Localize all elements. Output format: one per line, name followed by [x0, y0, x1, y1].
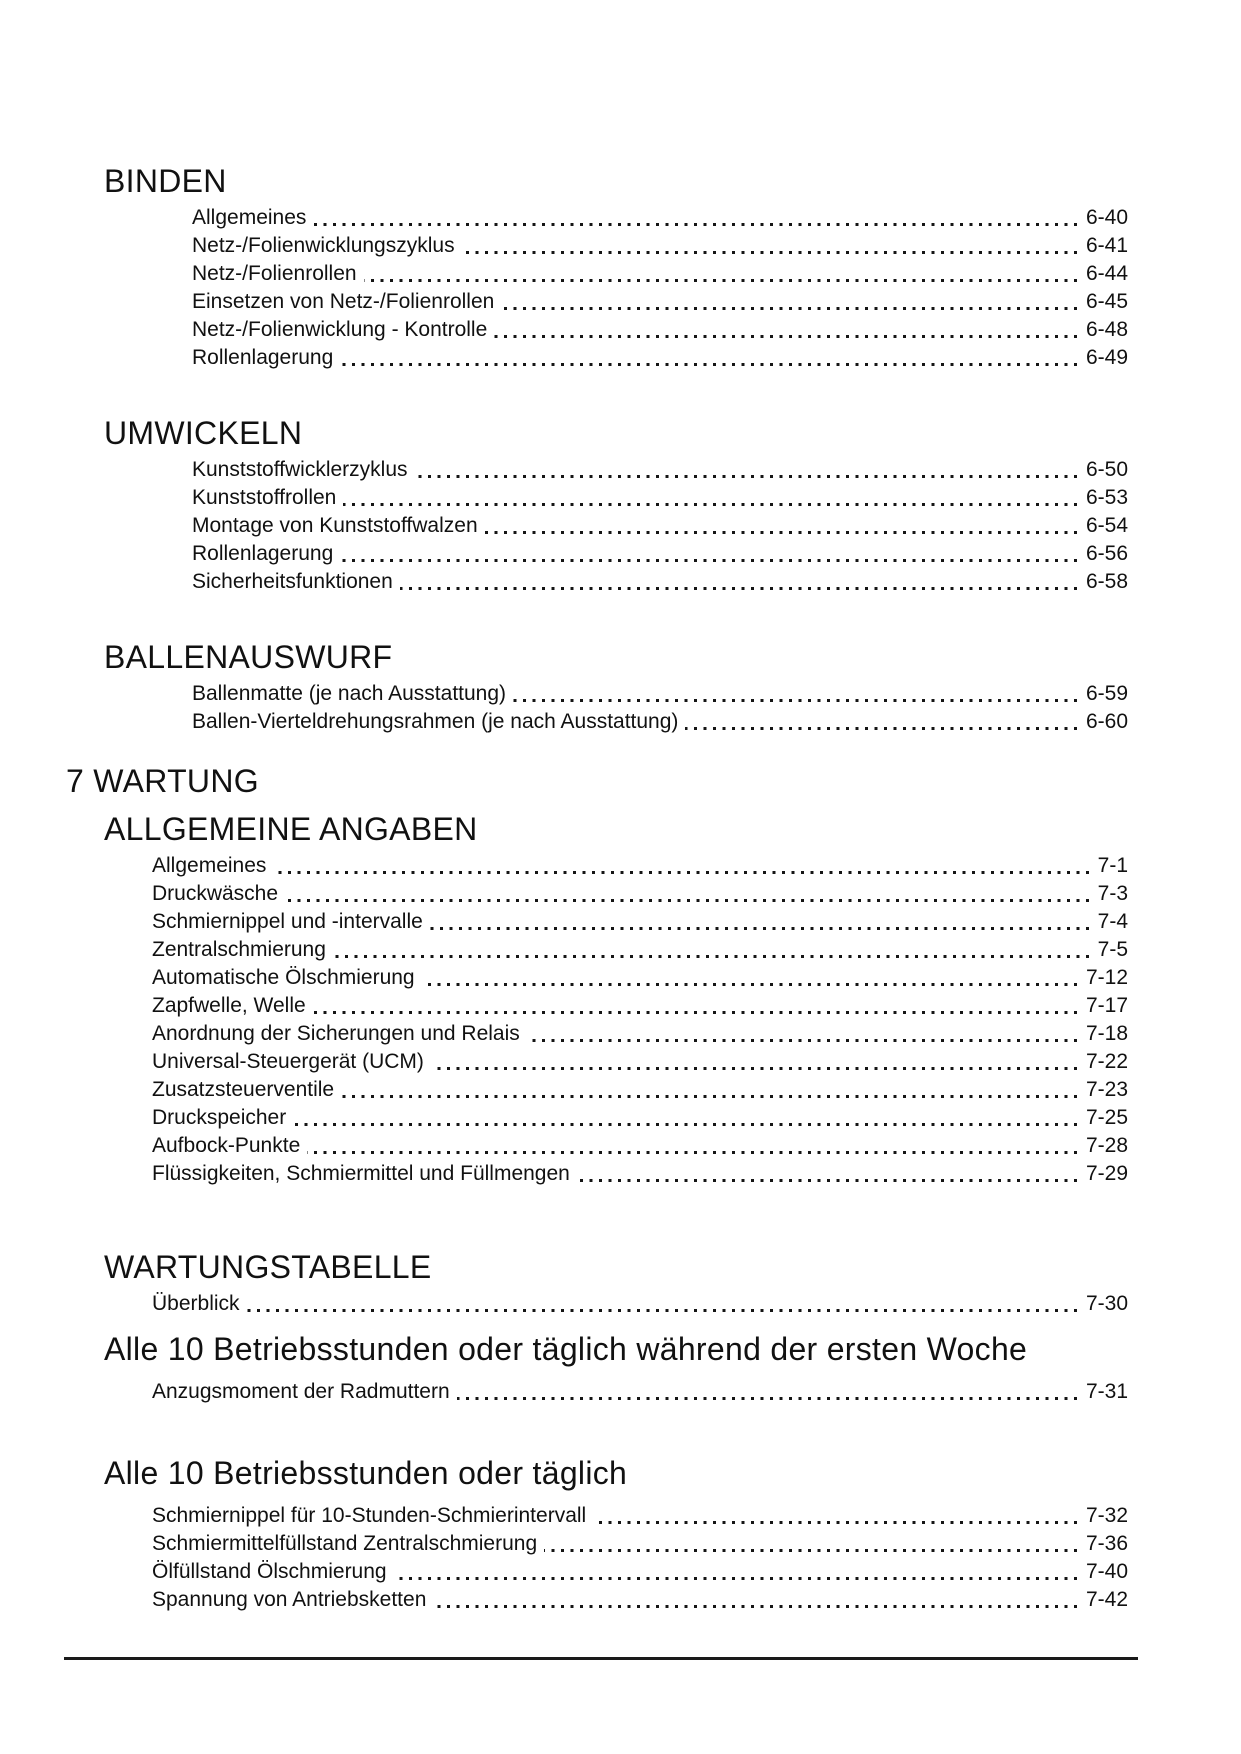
toc-entry-label: Flüssigkeiten, Schmiermittel und Füllmengen [152, 1162, 570, 1185]
leader-dots [285, 899, 1089, 902]
toc-entry-label: Netz-/Folienwicklung - Kontrolle [192, 318, 488, 341]
toc-entry-label: Netz-/Folienrollen [192, 262, 357, 285]
toc-entry-label: Rollenlagerung [192, 542, 334, 565]
leader-dots [247, 1309, 1077, 1312]
toc-entry [152, 852, 1128, 880]
leader-dots [307, 1151, 1077, 1154]
leader-dots [494, 335, 1077, 338]
toc-entry-label: Spannung von Antriebsketten [152, 1588, 427, 1611]
leader-dots [431, 1067, 1077, 1070]
toc-entry-page: 7-23 [1085, 1078, 1128, 1101]
subsection-heading: Alle 10 Betriebsstunden oder täglich [104, 1455, 628, 1491]
toc-entry [192, 204, 1128, 232]
toc-entry-page: 6-59 [1085, 682, 1128, 705]
toc-entry-page: 7-12 [1085, 966, 1128, 989]
toc-entry-label: Schmiermittelfüllstand Zentralschmierung [152, 1532, 538, 1555]
toc-entries [192, 456, 1128, 596]
leader-dots [593, 1521, 1077, 1524]
toc-entry [152, 964, 1128, 992]
toc-entry [152, 1530, 1128, 1558]
toc-entry-label: Allgemeines [192, 206, 307, 229]
leader-dots [364, 279, 1077, 282]
toc-entry [152, 1160, 1128, 1188]
leader-dots [340, 559, 1077, 562]
leader-dots [577, 1179, 1077, 1182]
toc-entry [192, 260, 1128, 288]
leader-dots [400, 587, 1077, 590]
toc-entry-label: Universal-Steuergerät (UCM) [152, 1050, 424, 1073]
toc-entry-page: 6-44 [1085, 262, 1128, 285]
leader-dots [501, 307, 1077, 310]
leader-dots [341, 1095, 1077, 1098]
toc-entry [152, 1586, 1128, 1614]
toc-entry-page: 7-42 [1085, 1588, 1128, 1611]
toc-entry [192, 316, 1128, 344]
toc-entry-label: Einsetzen von Netz-/Folienrollen [192, 290, 495, 313]
toc-section-wartungstabelle [0, 1250, 1241, 1318]
toc-entry-page: 7-25 [1085, 1106, 1128, 1129]
leader-dots [273, 871, 1088, 874]
toc-entry-label: Zentralschmierung [152, 938, 326, 961]
toc-entry [192, 568, 1128, 596]
toc-entry-page: 6-56 [1085, 542, 1128, 565]
toc-entry [152, 992, 1128, 1020]
section-heading: WARTUNGSTABELLE [104, 1249, 432, 1285]
toc-entry-page: 6-53 [1085, 486, 1128, 509]
toc-entry [152, 1290, 1128, 1318]
toc-entry-label: Druckwäsche [152, 882, 279, 905]
toc-entry-label: Druckspeicher [152, 1106, 287, 1129]
toc-entry-label: Ballenmatte (je nach Ausstattung) [192, 682, 507, 705]
toc-entry [192, 288, 1128, 316]
toc-entry-page: 6-49 [1085, 346, 1128, 369]
toc-entry [192, 540, 1128, 568]
footer-rule [64, 1657, 1138, 1660]
toc-entry [152, 1076, 1128, 1104]
toc-entry-page: 6-54 [1085, 514, 1128, 537]
leader-dots [485, 531, 1077, 534]
toc-entry [152, 936, 1128, 964]
chapter-heading: 7 WARTUNG [66, 763, 259, 799]
toc-entry-page: 7-18 [1085, 1022, 1128, 1045]
toc-entry [152, 880, 1128, 908]
toc-entry-label: Zusatzsteuerventile [152, 1078, 335, 1101]
toc-entry-label: Netz-/Folienwicklungszyklus [192, 234, 455, 257]
toc-entry [152, 1020, 1128, 1048]
leader-dots [433, 1605, 1077, 1608]
toc-entry [152, 1104, 1128, 1132]
toc-entries [192, 204, 1128, 372]
leader-dots [394, 1577, 1077, 1580]
toc-entry-label: Schmiernippel für 10-Stunden-Schmierintervall [152, 1504, 587, 1527]
toc-entries [152, 1502, 1128, 1614]
section-heading: ALLGEMEINE ANGABEN [104, 811, 478, 847]
toc-entry-page: 7-32 [1085, 1504, 1128, 1527]
toc-section-ballenauswurf [0, 640, 1241, 736]
toc-entry [192, 708, 1128, 736]
toc-entry-page: 6-41 [1085, 234, 1128, 257]
leader-dots [462, 251, 1077, 254]
toc-entry [192, 232, 1128, 260]
section-heading: BINDEN [104, 163, 227, 199]
leader-dots [415, 475, 1077, 478]
toc-entry-page: 7-31 [1085, 1380, 1128, 1403]
toc-entry-label: Automatische Ölschmierung [152, 966, 415, 989]
toc-entry [152, 1132, 1128, 1160]
leader-dots [422, 983, 1077, 986]
toc-entry-page: 7-40 [1085, 1560, 1128, 1583]
section-heading: BALLENAUSWURF [104, 639, 393, 675]
leader-dots [457, 1397, 1077, 1400]
toc-entry-page: 6-58 [1085, 570, 1128, 593]
toc-entry [152, 1378, 1128, 1406]
toc-entry-page: 6-50 [1085, 458, 1128, 481]
leader-dots [313, 1011, 1077, 1014]
leader-dots [293, 1123, 1077, 1126]
toc-entry-page: 6-45 [1085, 290, 1128, 313]
toc-entry-label: Zapfwelle, Welle [152, 994, 306, 1017]
toc-section-umwickeln [0, 416, 1241, 596]
toc-entry-page: 6-60 [1085, 710, 1128, 733]
toc-entry-page: 6-48 [1085, 318, 1128, 341]
toc-entry-page: 7-30 [1085, 1292, 1128, 1315]
toc-subsection-alle-10-erste-woche [0, 1332, 1241, 1406]
toc-entry-page: 7-3 [1097, 882, 1128, 905]
toc-entry-label: Kunststoffwicklerzyklus [192, 458, 408, 481]
leader-dots [333, 955, 1089, 958]
toc-entry-label: Sicherheitsfunktionen [192, 570, 393, 593]
toc-entry [192, 344, 1128, 372]
toc-entry-label: Montage von Kunststoffwalzen [192, 514, 478, 537]
toc-entry-label: Überblick [152, 1292, 240, 1315]
leader-dots [513, 699, 1077, 702]
subsection-heading: Alle 10 Betriebsstunden oder täglich während der ersten Woche [104, 1331, 1028, 1367]
leader-dots [313, 223, 1077, 226]
toc-entry [152, 1558, 1128, 1586]
toc-entries [152, 852, 1128, 1188]
toc-entry-label: Ballen-Vierteldrehungsrahmen (je nach Ausstattung) [192, 710, 679, 733]
toc-entry-page: 7-5 [1097, 938, 1128, 961]
toc-entry-label: Anordnung der Sicherungen und Relais [152, 1022, 520, 1045]
toc-entries [152, 1378, 1128, 1406]
toc-entry-label: Schmiernippel und -intervalle [152, 910, 423, 933]
toc-entry-page: 6-40 [1085, 206, 1128, 229]
toc-entry-label: Ölfüllstand Ölschmierung [152, 1560, 387, 1583]
leader-dots [340, 363, 1077, 366]
toc-entry [152, 1048, 1128, 1076]
toc-entry-page: 7-36 [1085, 1532, 1128, 1555]
toc-entry [192, 484, 1128, 512]
toc-chapter-wartung [0, 764, 1241, 798]
leader-dots [685, 727, 1077, 730]
leader-dots [544, 1549, 1077, 1552]
toc-entry [152, 908, 1128, 936]
toc-entries [192, 680, 1128, 736]
toc-subsection-alle-10-taeglich [0, 1456, 1241, 1614]
toc-entry-page: 7-4 [1097, 910, 1128, 933]
toc-entry-label: Allgemeines [152, 854, 267, 877]
toc-entry-page: 7-29 [1085, 1162, 1128, 1185]
toc-entry-page: 7-17 [1085, 994, 1128, 1017]
toc-entry-page: 7-1 [1097, 854, 1128, 877]
toc-entry-label: Rollenlagerung [192, 346, 334, 369]
toc-entry-page: 7-22 [1085, 1050, 1128, 1073]
toc-section-binden [0, 164, 1241, 372]
toc-entries [152, 1290, 1128, 1318]
toc-entry-label: Aufbock-Punkte [152, 1134, 301, 1157]
leader-dots [343, 503, 1077, 506]
toc-section-allgemeine-angaben [0, 812, 1241, 1188]
toc-entry-page: 7-28 [1085, 1134, 1128, 1157]
toc-entry [152, 1502, 1128, 1530]
leader-dots [527, 1039, 1077, 1042]
toc-entry-label: Anzugsmoment der Radmuttern [152, 1380, 450, 1403]
toc-entry [192, 456, 1128, 484]
toc-entry-label: Kunststoffrollen [192, 486, 337, 509]
section-heading: UMWICKELN [104, 415, 303, 451]
toc-entry [192, 512, 1128, 540]
leader-dots [430, 927, 1089, 930]
toc-entry [192, 680, 1128, 708]
